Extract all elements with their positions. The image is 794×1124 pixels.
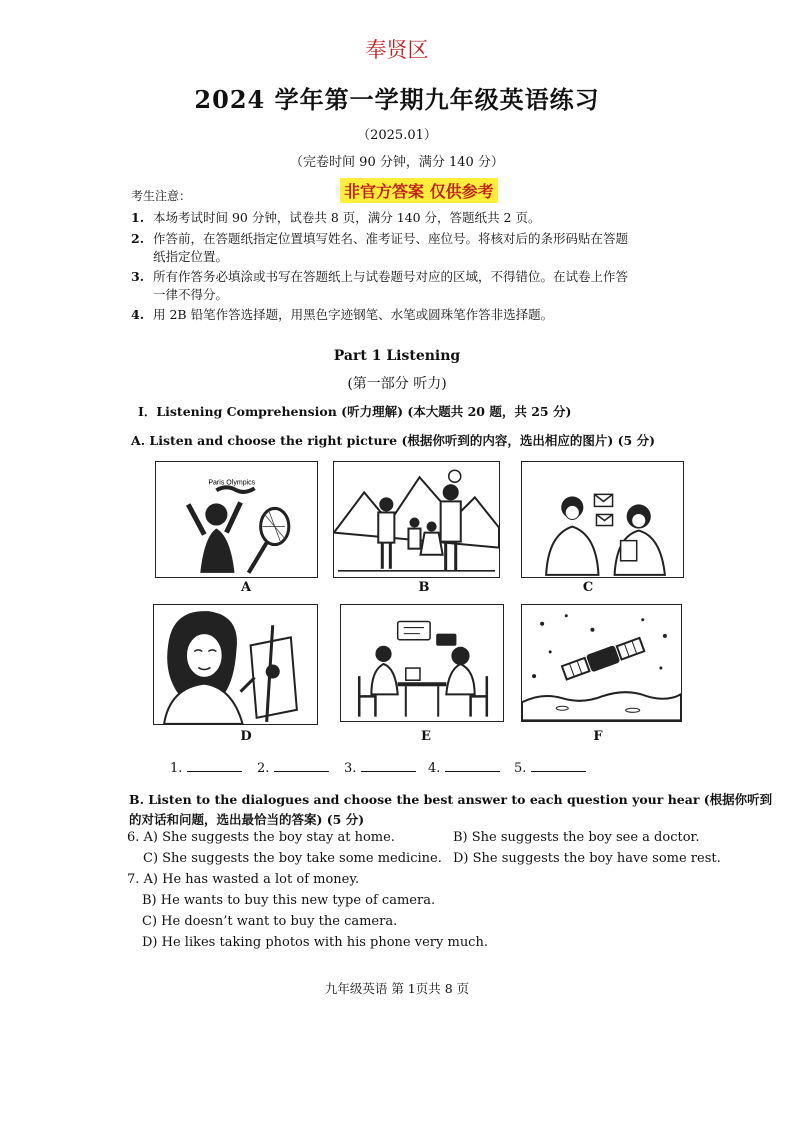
- women-letters-icon: [521, 461, 684, 578]
- answer-blank[interactable]: 3.: [344, 759, 416, 776]
- picture-label: A: [240, 580, 252, 595]
- picture-label: D: [240, 729, 252, 744]
- section-heading: I．Listening Comprehension (听力理解) (本大题共 20 题，共 25 分): [138, 404, 572, 419]
- exam-date: （2025.01）: [357, 128, 437, 143]
- notice-item-continued: 一律不得分。: [153, 287, 229, 302]
- picture-label: B: [418, 580, 430, 595]
- notice-item: 1. 本场考试时间 90 分钟，试卷共 8 页，满分 140 分，答题纸共 2 页。: [131, 210, 541, 225]
- section-b-heading-continued: 的对话和问题，选出最恰当的答案) (5 分): [129, 812, 365, 827]
- exam-duration: （完卷时间 90 分钟，满分 140 分）: [290, 155, 504, 170]
- question-7-option-c: C) He doesn’t want to buy the camera.: [142, 914, 398, 929]
- notice-item: 4. 用 2B 铅笔作答选择题，用黑色字迹钢笔、水笔或圆珠笔作答非选择题。: [131, 307, 554, 322]
- picture-caption: Paris Olympics: [208, 479, 256, 487]
- question-6-option-d: D) She suggests the boy have some rest.: [453, 851, 721, 866]
- district-name: 奉贤区: [365, 38, 429, 62]
- answer-blank[interactable]: 1.: [170, 759, 242, 776]
- section-b-heading: B. Listen to the dialogues and choose the best answer to each question your hear (根据你听到: [129, 792, 773, 807]
- unofficial-answer-note: 非官方答案 仅供参考: [340, 178, 498, 203]
- girl-painting-icon: [153, 604, 318, 725]
- notice-item: 2. 作答前，在答题纸指定位置填写姓名、准考证号、座位号。将核对后的条形码贴在答题: [131, 231, 629, 246]
- answer-blank[interactable]: 2.: [257, 759, 329, 776]
- question-7-option-d: D) He likes taking photos with his phone very much.: [142, 935, 488, 950]
- picture-label: E: [421, 729, 431, 744]
- family-mountains-icon: [333, 461, 500, 578]
- satellite-space-icon: [521, 604, 682, 722]
- tennis-player-olympics-icon: [155, 461, 318, 578]
- section-a-heading: A. Listen and choose the right picture (根据你听到的内容，选出相应的图片) (5 分): [131, 433, 656, 448]
- notice-title: 考生注意：: [131, 189, 192, 203]
- notice-item: 3. 所有作答务必填涂或书写在答题纸上与试卷题号对应的区域，不得错位。在试卷上作答: [131, 269, 629, 284]
- two-people-talking-icon: [340, 604, 504, 722]
- picture-label: F: [593, 729, 603, 744]
- question-7-option-b: B) He wants to buy this new type of camera.: [142, 893, 436, 908]
- question-7-option-a: 7. A) He has wasted a lot of money.: [127, 872, 360, 887]
- picture-label: C: [582, 580, 594, 595]
- part-title: Part 1 Listening: [333, 348, 461, 364]
- notice-item-continued: 纸指定位置。: [153, 249, 229, 264]
- question-6-option-a: 6. A) She suggests the boy stay at home.: [127, 830, 395, 845]
- page-footer: 九年级英语 第 1页共 8 页: [324, 981, 470, 996]
- answer-blank[interactable]: 5.: [514, 759, 586, 776]
- part-title-cn: (第一部分 听力): [347, 376, 447, 392]
- question-6-option-b: B) She suggests the boy see a doctor.: [453, 830, 700, 845]
- exam-title: 2024 学年第一学期九年级英语练习: [194, 85, 600, 114]
- question-6-option-c: C) She suggests the boy take some medicine.: [143, 851, 442, 866]
- answer-blank[interactable]: 4.: [428, 759, 500, 776]
